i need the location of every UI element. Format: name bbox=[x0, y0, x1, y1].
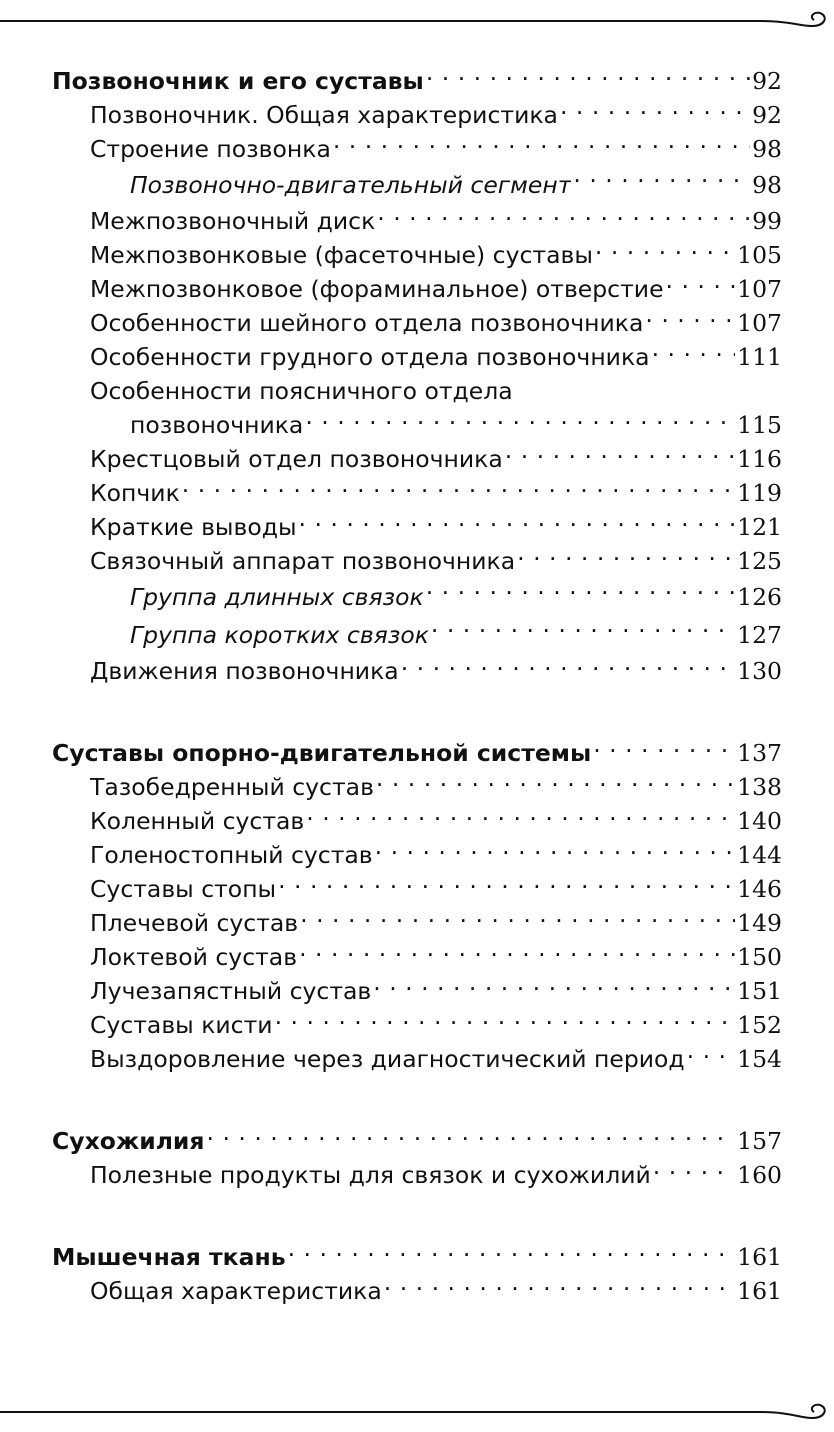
toc-entry bbox=[52, 476, 782, 510]
toc-entry bbox=[52, 544, 782, 578]
dot-leader bbox=[375, 839, 736, 863]
dot-leader bbox=[560, 99, 750, 123]
toc-page-number: 116 bbox=[737, 445, 782, 473]
toc-page-number: 107 bbox=[737, 275, 782, 303]
dot-leader bbox=[275, 1009, 736, 1033]
toc-entry bbox=[52, 340, 782, 374]
toc-page-number: 119 bbox=[737, 479, 782, 507]
toc-entry bbox=[52, 578, 782, 616]
toc-page-number: 105 bbox=[737, 241, 782, 269]
dot-leader bbox=[182, 477, 735, 501]
toc-entry-title: Голеностопный сустав bbox=[90, 841, 373, 869]
toc-entry-title: Группа длинных связок bbox=[130, 583, 424, 611]
toc-page-number: 146 bbox=[737, 875, 782, 903]
table-of-contents bbox=[52, 64, 782, 1308]
dot-leader bbox=[377, 205, 750, 229]
toc-page-number: 98 bbox=[752, 171, 782, 199]
toc-entry bbox=[52, 442, 782, 476]
toc-entry-title: Позвоночник и его суставы bbox=[52, 67, 424, 95]
toc-entry bbox=[52, 204, 782, 238]
toc-page-number: 157 bbox=[737, 1127, 782, 1155]
toc-entry-title: Межпозвоночный диск bbox=[90, 207, 376, 235]
toc-page-number: 92 bbox=[752, 101, 782, 129]
toc-page-number: 151 bbox=[737, 977, 782, 1005]
dot-leader bbox=[401, 655, 735, 679]
dot-leader bbox=[431, 619, 735, 643]
toc-entry bbox=[52, 1158, 782, 1192]
toc-page-number: 138 bbox=[737, 773, 782, 801]
toc-entry-title: Локтевой сустав bbox=[90, 943, 298, 971]
section-gap bbox=[52, 688, 782, 736]
toc-entry bbox=[52, 510, 782, 544]
toc-entry-title: Позвоночно-двигательный сегмент bbox=[130, 171, 572, 199]
dot-leader bbox=[426, 65, 750, 89]
toc-page-number: 111 bbox=[737, 343, 782, 371]
toc-entry bbox=[52, 98, 782, 132]
toc-page-number: 137 bbox=[737, 739, 782, 767]
toc-entry bbox=[52, 770, 782, 804]
dot-leader bbox=[376, 771, 735, 795]
toc-entry-title: Полезные продукты для связок и сухожилий bbox=[90, 1161, 651, 1189]
dot-leader bbox=[595, 239, 735, 263]
dot-leader bbox=[306, 805, 735, 829]
toc-entry bbox=[52, 974, 782, 1008]
toc-page-number: 98 bbox=[752, 135, 782, 163]
dot-leader bbox=[653, 1159, 735, 1183]
dot-leader bbox=[384, 1275, 735, 1299]
toc-page-number: 160 bbox=[737, 1161, 782, 1189]
toc-section-heading bbox=[52, 1124, 782, 1158]
toc-entry bbox=[52, 272, 782, 306]
toc-entry bbox=[52, 132, 782, 166]
toc-entry-title: Общая характеристика bbox=[90, 1277, 382, 1305]
toc-page-number: 125 bbox=[737, 547, 782, 575]
section-gap bbox=[52, 1076, 782, 1124]
dot-leader bbox=[373, 975, 735, 999]
section-gap bbox=[52, 1192, 782, 1240]
dot-leader bbox=[573, 169, 750, 193]
dot-leader bbox=[299, 511, 736, 535]
dot-leader bbox=[299, 941, 735, 965]
toc-entry bbox=[52, 940, 782, 974]
toc-section-heading bbox=[52, 736, 782, 770]
toc-entry bbox=[52, 838, 782, 872]
toc-entry bbox=[52, 804, 782, 838]
toc-page-number: 130 bbox=[737, 657, 782, 685]
toc-entry bbox=[52, 306, 782, 340]
toc-entry-title: Лучезапястный сустав bbox=[90, 977, 372, 1005]
toc-entry-title: Копчик bbox=[90, 479, 180, 507]
toc-page-number: 126 bbox=[737, 583, 782, 611]
dot-leader bbox=[300, 907, 735, 931]
toc-entry-title: Крестцовый отдел позвоночника bbox=[90, 445, 503, 473]
toc-entry-title: Межпозвонковые (фасеточные) суставы bbox=[90, 241, 593, 269]
toc-entry-title: Суставы стопы bbox=[90, 875, 277, 903]
toc-entry-title: Выздоровление через диагностический период bbox=[90, 1045, 685, 1073]
toc-entry-title: Движения позвоночника bbox=[90, 657, 399, 685]
toc-entry-title: Строение позвонка bbox=[90, 135, 331, 163]
toc-entry bbox=[52, 1274, 782, 1308]
toc-page-number: 161 bbox=[737, 1243, 782, 1271]
toc-page-number: 152 bbox=[737, 1011, 782, 1039]
bottom-ornament-rule bbox=[0, 1396, 834, 1426]
dot-leader bbox=[645, 307, 735, 331]
dot-leader bbox=[207, 1125, 736, 1149]
toc-page-number: 115 bbox=[737, 411, 782, 439]
toc-entry-title: Особенности грудного отдела позвоночника bbox=[90, 343, 650, 371]
toc-entry bbox=[52, 906, 782, 940]
toc-entry-title: Коленный сустав bbox=[90, 807, 305, 835]
toc-section-heading bbox=[52, 1240, 782, 1274]
toc-entry bbox=[52, 872, 782, 906]
toc-entry bbox=[52, 408, 782, 442]
toc-entry-title: Суставы кисти bbox=[90, 1011, 273, 1039]
top-ornament-rule bbox=[0, 4, 834, 34]
toc-entry bbox=[52, 1042, 782, 1076]
toc-entry bbox=[52, 166, 782, 204]
toc-entry-title: Суставы опорно-двигательной системы bbox=[52, 739, 592, 767]
toc-page-number: 99 bbox=[752, 207, 782, 235]
dot-leader bbox=[426, 581, 735, 605]
toc-entry-title: Краткие выводы bbox=[90, 513, 297, 541]
toc-page-number: 121 bbox=[737, 513, 782, 541]
toc-page-number: 154 bbox=[737, 1045, 782, 1073]
toc-page-number: 127 bbox=[737, 621, 782, 649]
toc-page-number: 149 bbox=[737, 909, 782, 937]
toc-entry bbox=[52, 238, 782, 272]
toc-page-number: 150 bbox=[737, 943, 782, 971]
toc-entry-title: позвоночника bbox=[130, 411, 304, 439]
toc-entry-title: Позвоночник. Общая характеристика bbox=[90, 101, 558, 129]
toc-entry bbox=[52, 1008, 782, 1042]
toc-entry-title: Связочный аппарат позвоночника bbox=[90, 547, 516, 575]
toc-entry-title: Мышечная ткань bbox=[52, 1243, 286, 1271]
toc-page-number: 161 bbox=[737, 1277, 782, 1305]
dot-leader bbox=[593, 737, 735, 761]
toc-entry bbox=[52, 654, 782, 688]
toc-entry-title: Плечевой сустав bbox=[90, 909, 299, 937]
dot-leader bbox=[666, 273, 736, 297]
toc-entry-title: Межпозвонковое (фораминальное) отверстие bbox=[90, 275, 664, 303]
dot-leader bbox=[652, 341, 736, 365]
dot-leader bbox=[505, 443, 735, 467]
toc-entry bbox=[52, 616, 782, 654]
dot-leader bbox=[333, 133, 750, 157]
toc-page-number: 140 bbox=[737, 807, 782, 835]
toc-entry-title: Группа коротких связок bbox=[130, 621, 429, 649]
toc-section-heading bbox=[52, 64, 782, 98]
toc-entry-title: Особенности шейного отдела позвоночника bbox=[90, 309, 644, 337]
dot-leader bbox=[278, 873, 735, 897]
toc-page-number: 144 bbox=[737, 841, 782, 869]
dot-leader bbox=[288, 1241, 736, 1265]
toc-page-number: 92 bbox=[752, 67, 782, 95]
toc-entry-title-line: Особенности поясничного отдела bbox=[90, 377, 513, 405]
dot-leader bbox=[305, 409, 735, 433]
dot-leader bbox=[687, 1043, 735, 1067]
toc-entry-title: Сухожилия bbox=[52, 1127, 205, 1155]
toc-entry-title: Тазобедренный сустав bbox=[90, 773, 374, 801]
toc-page-number: 107 bbox=[737, 309, 782, 337]
dot-leader bbox=[517, 545, 735, 569]
